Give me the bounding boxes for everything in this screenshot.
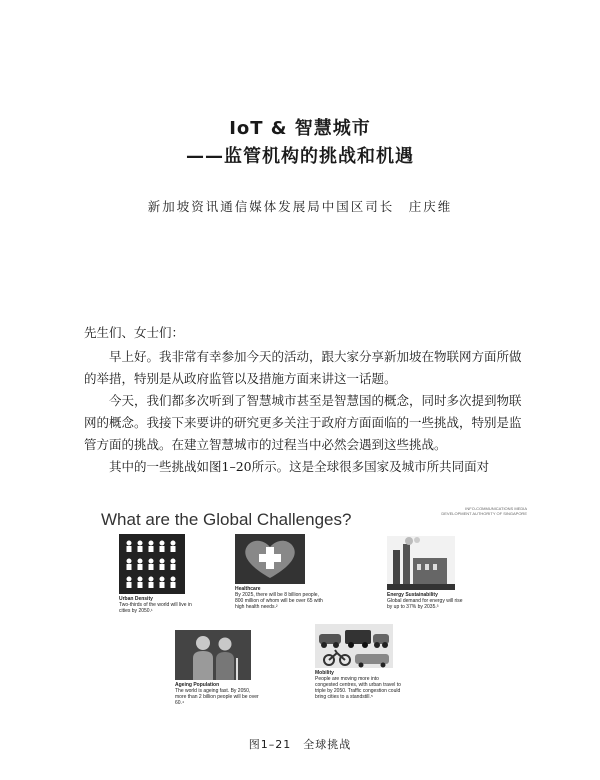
global-challenges-figure [97,500,527,732]
energy-text: Global demand for energy will rise by up to 37% by 2035.³ [387,598,463,610]
energy-caption [387,592,467,610]
paragraph-1: 早上好。我非常有幸参加今天的活动，跟大家分享新加坡在物联网方面所做的举措，特别是从政府监管以及措施方面来讲这一话题。 [84,349,522,386]
urban-density-caption [119,596,199,614]
title-line-1: IoT & 智慧城市 [229,118,371,139]
figure-heading: What are the Global Challenges? [101,510,352,529]
salutation: 先生们、女士们： [84,325,185,340]
urban-density-title: Urban Density [119,596,153,602]
energy-title: Energy Sustainability [387,592,438,598]
figure-caption: 图1–21 全球挑战 [248,738,352,751]
vehicles-icon [315,624,393,668]
mobility-title: Mobility [315,670,334,676]
healthcare-caption [235,586,327,610]
author-line: 新加坡资讯通信媒体发展局中国区司长 庄庆维 [147,199,453,214]
ageing-title: Ageing Population [175,682,220,688]
urban-density-text: Two-thirds of the world will live in cities by 2050.¹ [119,602,192,614]
medical-cross-icon [235,534,305,584]
healthcare-text: By 2025, there will be 8 billion people, 800 million of whom will be over 65 with high health needs.² [235,592,323,610]
healthcare-title: Healthcare [235,586,261,592]
people-grid-icon [119,534,185,594]
ageing-text: The world is ageing fast. By 2050, more than 2 billion people will be over 60.⁴ [175,688,259,706]
mobility-text: People are moving more into congested centres, with urban travel to triple by 2050. Traffic congestion could bring cities to a standstill.⁵ [315,676,401,700]
elderly-couple-icon [175,630,251,680]
title-line-2: ——监管机构的挑战和机遇 [186,146,414,167]
ageing-caption [175,682,261,706]
paragraph-2: 今天，我们都多次听到了智慧城市甚至是智慧国的概念，同时多次提到物联网的概念。我接下来要讲的研究更多关注于政府方面面临的一些挑战，特别是监管方面的挑战。在建立智慧城市的过程当中必然会遇到这些挑战。 [84,393,522,452]
mobility-caption [315,670,401,700]
organization-mark: INFO-COMMUNICATIONS MEDIA DEVELOPMENT AUTHORITY OF SINGAPORE [441,506,527,516]
factory-icon [387,536,455,590]
paragraph-3: 其中的一些挑战如图1–20所示。这是全球很多国家及城市所共同面对 [109,459,490,474]
